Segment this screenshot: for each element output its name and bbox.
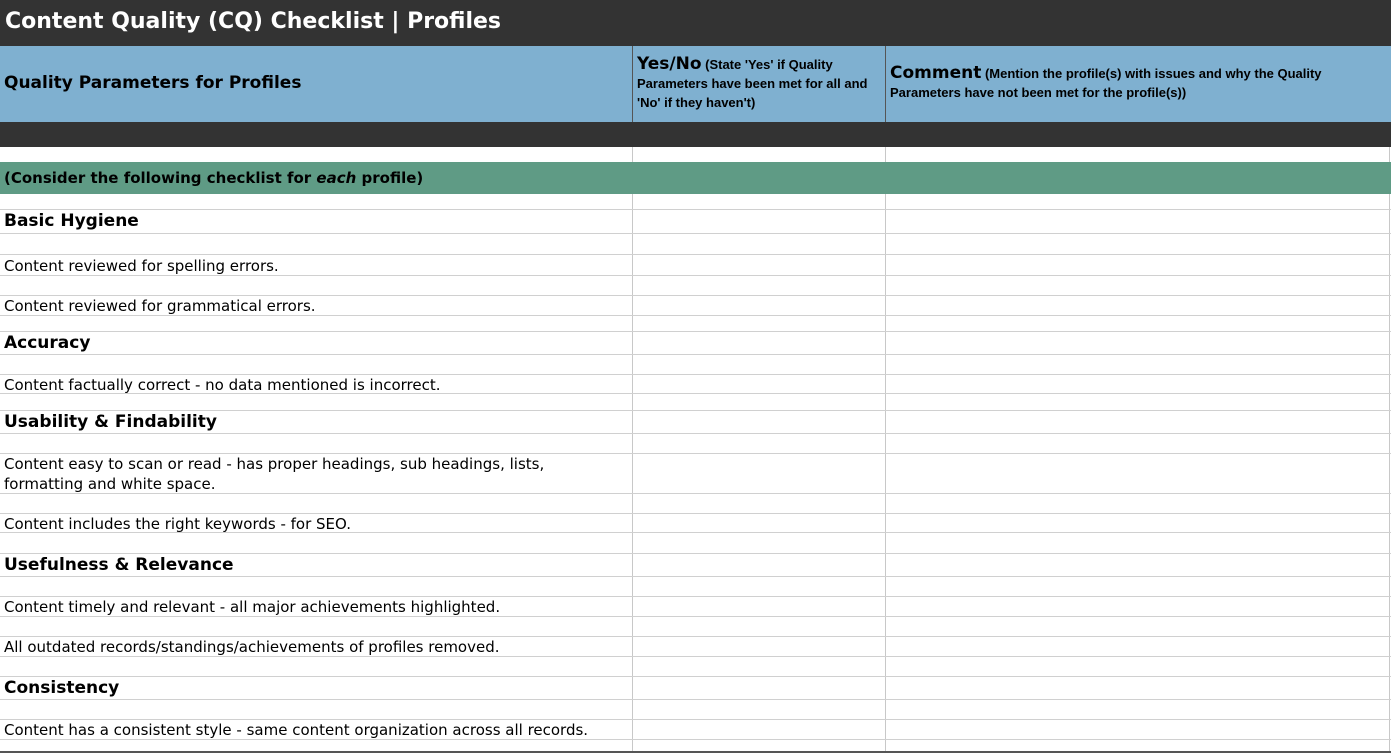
header-yes-no[interactable] [633,46,886,122]
section-usefulness[interactable]: Usefulness & Relevance [4,555,234,575]
item-timely[interactable]: Content timely and relevant - all major achievements highlighted. [4,598,501,616]
header-comment-label: Comment [890,63,982,83]
item-factual[interactable]: Content factually correct - no data mentioned is incorrect. [4,376,441,394]
section-accuracy[interactable]: Accuracy [4,333,91,353]
instruction-suffix: profile) [356,169,424,187]
item-grammar[interactable]: Content reviewed for grammatical errors. [4,297,316,315]
header-quality-parameters[interactable]: Quality Parameters for Profiles [0,46,633,122]
column-divider [1389,147,1390,162]
row-divider [0,576,1391,577]
row-divider [0,331,1391,332]
header-comment-note: (Mention the profile(s) with issues and why the Quality Parameters have not been met for the profile(s)) [890,66,1322,100]
item-keywords[interactable]: Content includes the right keywords - for SEO. [4,515,351,533]
row-divider [0,254,1391,255]
instruction-emphasis: each [316,169,357,187]
column-divider [885,194,886,751]
header-comment[interactable] [886,46,1391,122]
item-spelling[interactable]: Content reviewed for spelling errors. [4,257,279,275]
row-divider [0,553,1391,554]
header-yes-no-label: Yes/No [637,54,702,74]
row-divider [0,410,1391,411]
instruction-row[interactable] [0,162,1391,194]
section-basic-hygiene[interactable]: Basic Hygiene [4,211,139,231]
column-divider [632,147,633,162]
instruction-prefix: (Consider the following checklist for [4,169,317,187]
header-yes-no-note: (State 'Yes' if Quality Parameters have been met for all and 'No' if they haven't) [637,57,868,110]
section-consistency[interactable]: Consistency [4,678,120,698]
column-divider [632,194,633,751]
row-divider [0,354,1391,355]
row-divider [0,676,1391,677]
row-divider [0,433,1391,434]
row-divider [0,699,1391,700]
item-scan-line-2[interactable]: formatting and white space. [4,475,216,493]
section-usability[interactable]: Usability & Findability [4,412,217,432]
column-divider [885,147,886,162]
item-outdated[interactable]: All outdated records/standings/achievements of profiles removed. [4,638,500,656]
item-consistent-style[interactable]: Content has a consistent style - same content organization across all records. [4,721,589,739]
sheet-title: Content Quality (CQ) Checklist | Profiles [0,0,1391,46]
row-divider [0,209,1391,210]
row-divider [0,233,1391,234]
column-divider [1389,194,1390,751]
separator-row [0,122,1391,147]
item-scan-line-1[interactable]: Content easy to scan or read - has proper headings, sub headings, lists, [4,455,545,473]
